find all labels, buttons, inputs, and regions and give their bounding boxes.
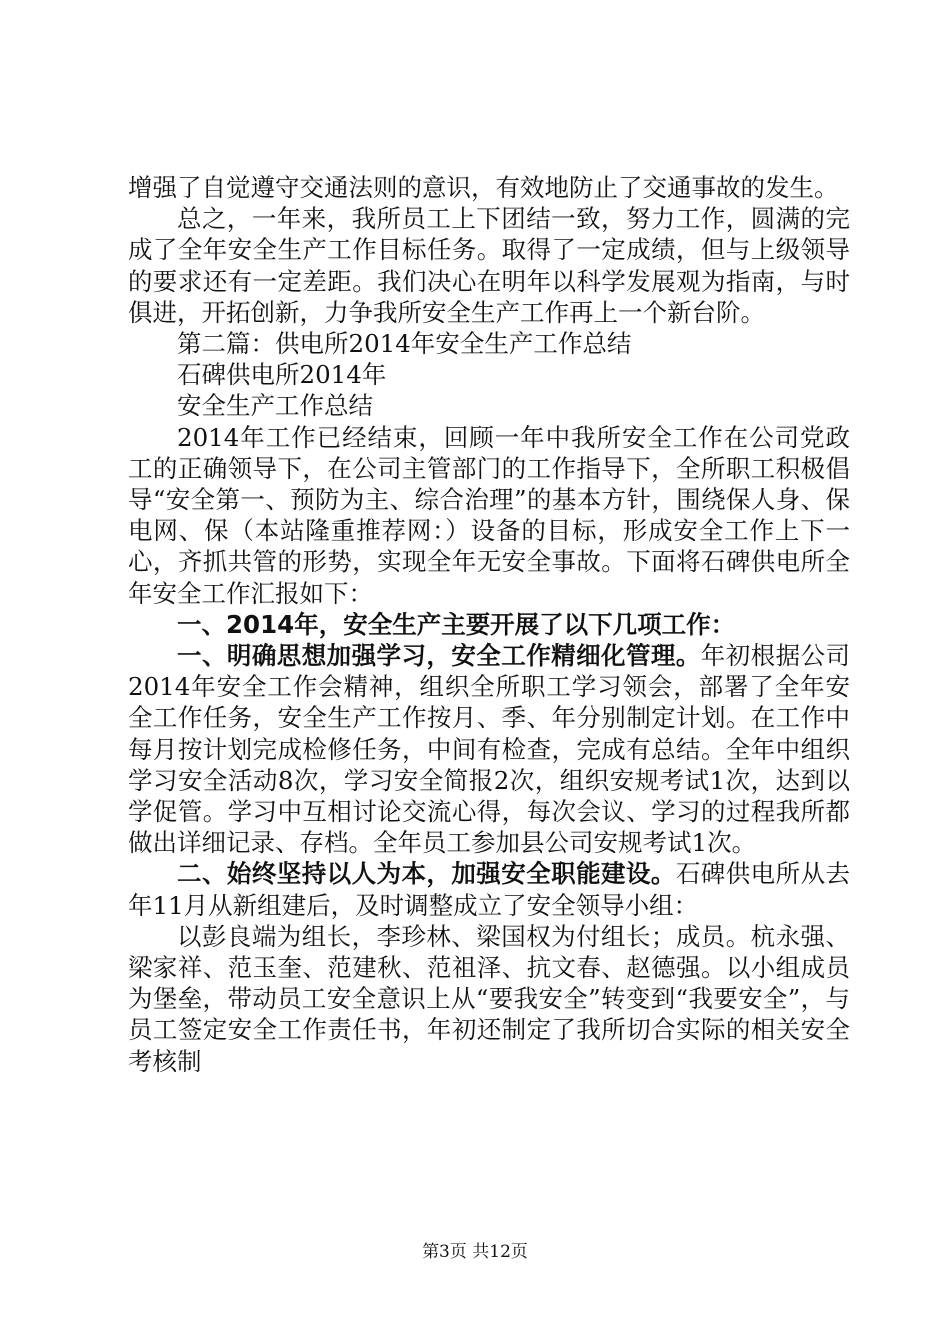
section-heading-main: 一、2014年，安全生产主要开展了以下几项工作：: [177, 609, 736, 639]
section-2: [128, 858, 850, 920]
paragraph-team: 以彭良端为组长，李珍林、梁国权为付组长；成员。杭永强、梁家祥、范玉奎、范建秋、范祖泽、抗文春、赵德强。以小组成员为堡垒，带动员工安全意识上从“要我安全”转变到“我要安全”，与员工签定安全工作责任书，年初还制定了我所切合实际的相关安全考核制: [128, 921, 850, 1076]
paragraph-intro: 2014年工作已经结束，回顾一年中我所安全工作在公司党政工的正确领导下，在公司主管部门的工作指导下，全所职工积极倡导“安全第一、预防为主、综合治理”的基本方针，围绕保人身、保电网、保（本站隆重推荐网：）设备的目标，形成安全工作上下一心，齐抓共管的形势，实现全年无安全事故。下面将石碑供电所全年安全工作汇报如下：: [128, 422, 850, 608]
section-2-body: 石碑供电所从去年11月从新组建后，及时调整成立了安全领导小组：: [128, 859, 851, 920]
section-2-heading: 二、始终坚持以人为本，加强安全职能建设。: [177, 859, 676, 889]
report-title-line1: 石碑供电所2014年: [177, 360, 387, 390]
section-1-body: 年初根据公司2014年安全工作会精神，组织全所职工学习领会，部署了全年安全工作任务，安全生产工作按月、季、年分别制定计划。在工作中每月按计划完成检修任务，中间有检查，完成有总结。全年中组织学习安全活动8次，学习安全简报2次，组织安规考试1次，达到以学促管。学习中互相讨论交流心得，每次会议、学习的过程我所都做出详细记录、存档。全年员工参加县公司安规考试1次。: [128, 641, 851, 858]
paragraph-traffic-safety: 增强了自觉遵守交通法则的意识，有效地防止了交通事故的发生。: [128, 173, 839, 202]
page-footer: 第3页 共12页: [422, 1242, 528, 1262]
section-1: [128, 640, 850, 858]
section-1-heading: 一、明确思想加强学习，安全工作精细化管理。: [177, 641, 701, 671]
paragraph-summary: 总之，一年来，我所员工上下团结一致，努力工作，圆满的完成了全年安全生产工作目标任务。取得了一定成绩，但与上级领导的要求还有一定差距。我们决心在明年以科学发展观为指南，与时俱进，开拓创新，力争我所安全生产工作再上一个新台阶。: [128, 204, 850, 327]
document-body: [128, 172, 850, 1077]
chapter-title: 第二篇：供电所2014年安全生产工作总结: [177, 329, 632, 359]
report-title-line2: 安全生产工作总结: [177, 391, 373, 421]
